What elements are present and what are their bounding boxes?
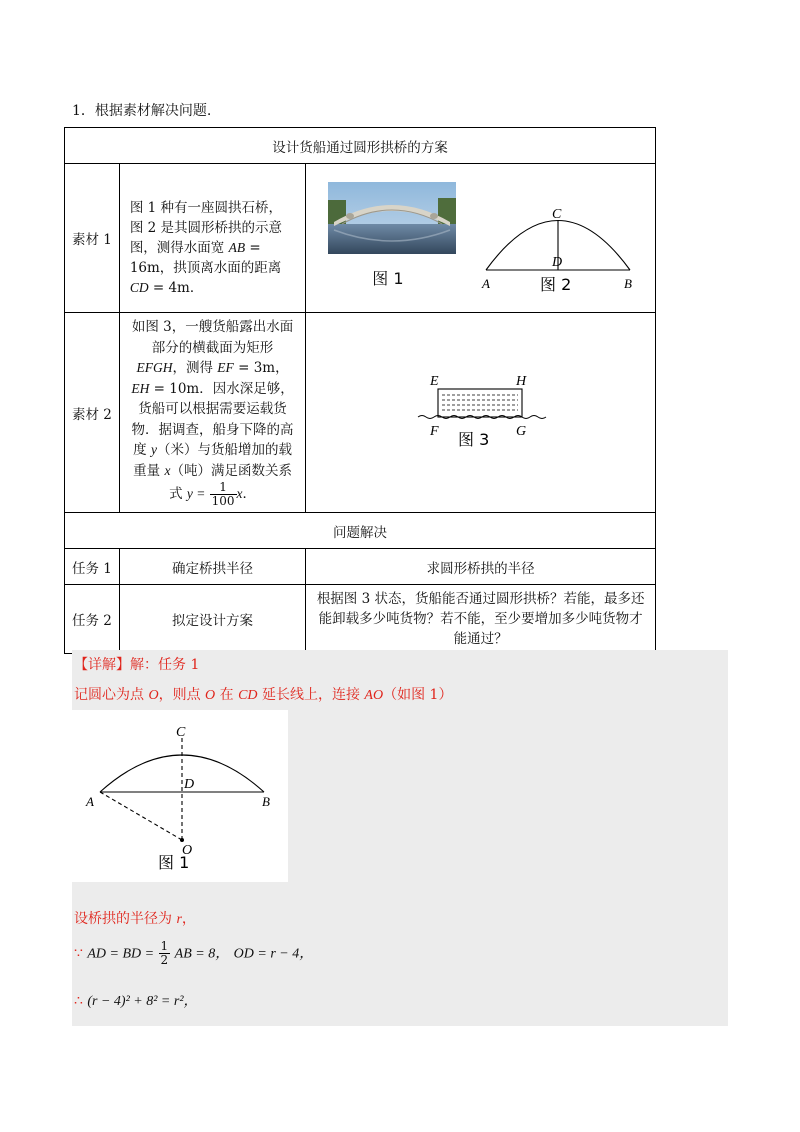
task2-label: 任务 2 [65, 585, 120, 654]
task2-name: 拟定设计方案 [119, 585, 305, 654]
formula-fraction [210, 481, 237, 508]
solution-line2-b: ，则点 [158, 687, 206, 703]
material2-text-c: = 3m， [233, 360, 289, 376]
bridge-photo-image [328, 182, 456, 254]
label-b: B [624, 276, 633, 291]
sol-label-a: A [86, 794, 94, 809]
fig2-caption: 图 2 [540, 275, 572, 294]
because-symbol: ∵ [74, 945, 83, 962]
math-cd: CD [238, 688, 258, 703]
solution-line2-e: （如图 1） [383, 687, 453, 703]
material2-math-efgh: EFGH [136, 360, 173, 375]
task1-label: 任务 1 [65, 549, 120, 585]
solution-arch-diagram [72, 710, 288, 882]
question-text: 根据素材解决问题. [94, 103, 212, 119]
fig2-arch-diagram [474, 176, 644, 296]
math-o2: O [205, 688, 216, 703]
task2-desc: 根据图 3 状态，货船能否通过圆形拱桥？若能，最多还能卸载多少吨货物？若不能，至少要增加多少吨货物才能通过？ [306, 585, 656, 654]
solution-line5 [74, 990, 198, 1010]
solution-line1-text: 解：任务 1 [130, 657, 200, 673]
label-g: G [516, 424, 527, 439]
material1-text-a: 图 1 种有一座圆拱石桥，图 2 是其圆形桥拱的示意图，测得水面宽 [129, 200, 282, 256]
problem-header: 问题解决 [65, 513, 656, 549]
sol-label-d: D [184, 777, 195, 792]
question-number: 1． [72, 103, 95, 119]
material2-math-eh: EH [131, 380, 150, 396]
formula-den: 100 [211, 494, 235, 508]
question-title [72, 100, 211, 120]
solution-panel [72, 650, 728, 1026]
material1-text-b: = 16m，拱顶离水面的距离 [129, 240, 282, 276]
label-h: H [516, 374, 527, 389]
therefore-symbol: ∴ [74, 993, 83, 1009]
solution-line2-d: 延长线上，连接 [257, 687, 365, 703]
material1-label: 素材 1 [65, 164, 120, 313]
math-r: r [176, 912, 182, 927]
material1-figure-cell [306, 164, 656, 313]
sol-label-o: O [182, 843, 193, 858]
formula-var: x [236, 486, 243, 501]
material2-label: 素材 2 [65, 313, 120, 513]
solution-line4 [74, 940, 313, 967]
math-ao: AO [364, 688, 384, 703]
sol-label-c: C [176, 725, 186, 740]
formula-num: 1 [210, 481, 237, 495]
material1-text-cell [119, 164, 305, 313]
material2-text-f: （吨）满足函数关系式 [169, 462, 292, 502]
fig3-caption: 图 3 [458, 430, 490, 449]
material2-text-a: 如图 3，一艘货船露出水面部分的横截面为矩形 [131, 319, 294, 356]
material1-math-ab: AB [228, 240, 246, 255]
solution-line2-a: 记圆心为点 [74, 687, 149, 703]
material2-figure-cell [306, 313, 656, 513]
half-den: 2 [160, 953, 169, 967]
eq-od: OD = r − 4， [233, 946, 314, 962]
eq-ad-bd: AD = BD = [87, 946, 155, 962]
label-e: E [430, 374, 439, 389]
fig3-boat-diagram [416, 367, 556, 457]
solution-figure [72, 710, 288, 882]
material2-math-y: y [150, 442, 157, 457]
material2-text-cell [119, 313, 305, 513]
material2-text-b: ，测得 [172, 360, 218, 376]
material2-text-d: = 10m．因水深足够，货船可以根据需要运载货物．据调查，船身下降的高度 [131, 380, 294, 458]
formula-lhs: y = [186, 486, 206, 501]
material1-text-c: = 4m． [148, 280, 204, 296]
eq-pythagoras: (r − 4)² + 8² = r²， [87, 994, 198, 1009]
eq-half-fraction [159, 940, 171, 967]
sol-fig-caption: 图 1 [158, 853, 190, 872]
label-f: F [430, 424, 439, 439]
math-o1: O [148, 688, 159, 703]
sol-line-ao [100, 792, 182, 840]
design-table [64, 127, 656, 654]
material2-math-x: x [164, 462, 171, 478]
formula-end: ． [242, 486, 257, 502]
solution-line3-b: ， [181, 911, 196, 927]
solution-line2-c: 在 [215, 687, 239, 703]
boat-rectangle [438, 389, 522, 417]
label-a: A [482, 276, 491, 291]
solution-line3 [74, 908, 196, 928]
bridge-photo [328, 182, 456, 258]
half-num: 1 [160, 939, 169, 953]
solution-line3-a: 设桥拱的半径为 [74, 911, 177, 927]
eq-ab-8: AB = 8， [174, 946, 230, 962]
solution-detail-bracket: 【详解】 [74, 657, 130, 673]
task1-name: 确定桥拱半径 [119, 549, 305, 585]
label-d: D [552, 255, 563, 270]
task1-desc: 求圆形桥拱的半径 [306, 549, 656, 585]
material1-math-cd: CD [129, 280, 149, 295]
sol-label-b: B [262, 794, 270, 809]
center-point-o [180, 838, 184, 842]
material2-math-ef: EF [217, 360, 234, 375]
fig1-caption: 图 1 [372, 269, 404, 288]
label-c: C [552, 207, 562, 222]
table-title: 设计货船通过圆形拱桥的方案 [65, 128, 656, 164]
solution-line1 [74, 654, 199, 674]
solution-line2 [74, 684, 452, 704]
material2-text-e: （米）与货船增加的载重量 [133, 442, 292, 479]
